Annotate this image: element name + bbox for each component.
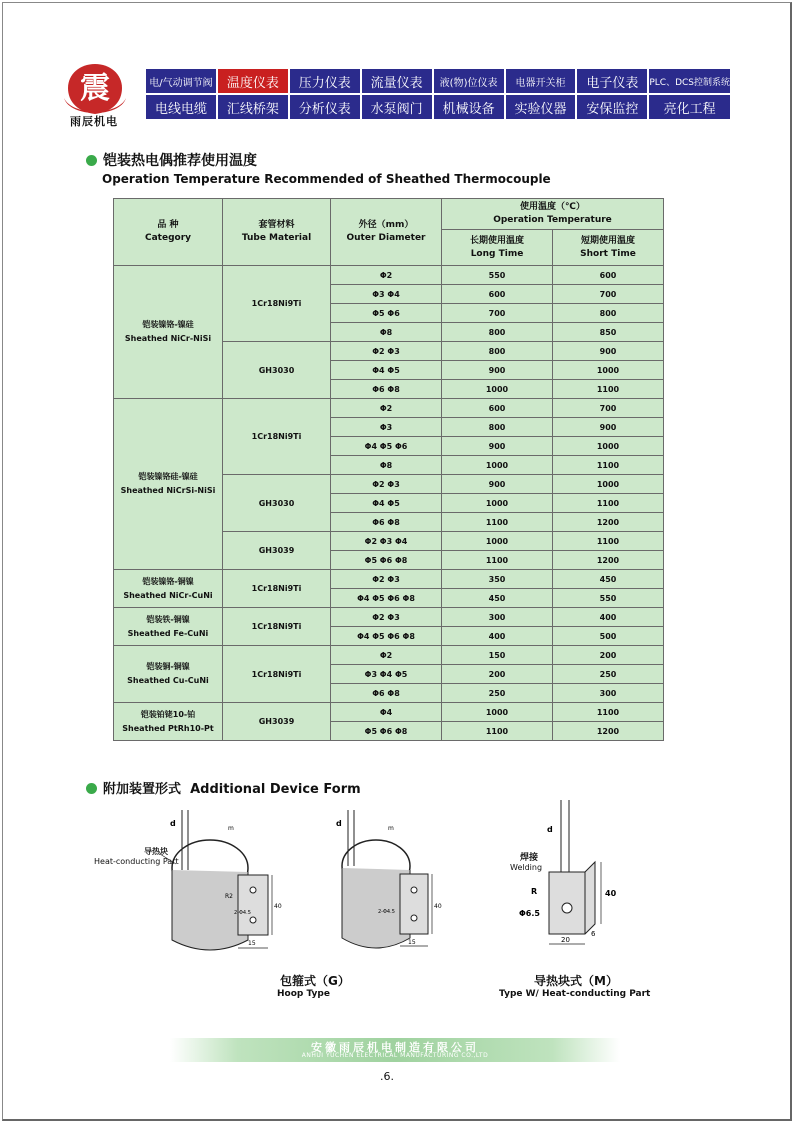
hoop-type-drawing: [110, 810, 290, 960]
short-cell: 1200: [553, 722, 664, 741]
section-title-cn: 铠装热电偶推荐使用温度: [86, 150, 257, 170]
short-cell: 1100: [553, 494, 664, 513]
heat-part-en: Heat-conducting Part: [94, 857, 179, 866]
header-od: 外径（mm） Outer Diameter: [331, 199, 442, 266]
nav-item[interactable]: 电线电缆: [146, 95, 216, 119]
short-cell: 1000: [553, 361, 664, 380]
short-cell: 1200: [553, 513, 664, 532]
od-cell: Φ8: [331, 323, 442, 342]
nav-item[interactable]: 流量仪表: [362, 69, 432, 93]
nav-item[interactable]: 液(物)位仪表: [434, 69, 504, 93]
bullet-icon: [86, 783, 97, 794]
short-cell: 700: [553, 399, 664, 418]
nav-item[interactable]: 水泵阀门: [362, 95, 432, 119]
od-cell: Φ2: [331, 399, 442, 418]
nav-item[interactable]: 亮化工程: [649, 95, 730, 119]
od-cell: Φ4 Φ5 Φ6 Φ8: [331, 589, 442, 608]
long-cell: 1000: [442, 494, 553, 513]
tube-cell: GH3030: [223, 475, 331, 532]
long-cell: 200: [442, 665, 553, 684]
od-cell: Φ8: [331, 456, 442, 475]
tube-cell: GH3039: [223, 703, 331, 741]
nav-item[interactable]: PLC、DCS控制系统: [649, 69, 730, 93]
header-temp: 使用温度（℃） Operation Temperature: [442, 199, 664, 230]
short-cell: 400: [553, 608, 664, 627]
long-cell: 1100: [442, 551, 553, 570]
od-cell: Φ2 Φ3: [331, 608, 442, 627]
dim-t-label: 6: [591, 930, 596, 938]
od-cell: Φ4 Φ5: [331, 494, 442, 513]
block-type-drawing: [505, 800, 645, 960]
dim-hole-label: Φ6.5: [519, 909, 540, 918]
nav-item[interactable]: 分析仪表: [290, 95, 360, 119]
long-cell: 1000: [442, 532, 553, 551]
category-cell: 铠装铁-铜镍 Sheathed Fe-CuNi: [114, 608, 223, 646]
short-cell: 550: [553, 589, 664, 608]
long-cell: 550: [442, 266, 553, 285]
od-cell: Φ5 Φ6 Φ8: [331, 551, 442, 570]
dim-w-label: 20: [561, 936, 570, 944]
long-cell: 400: [442, 627, 553, 646]
tube-cell: 1Cr18Ni9Ti: [223, 266, 331, 342]
header-category: 品 种 Category: [114, 199, 223, 266]
short-cell: 850: [553, 323, 664, 342]
short-cell: 1200: [553, 551, 664, 570]
company-name-cn: 安徽雨辰机电制造有限公司: [311, 1041, 479, 1054]
category-cell: 铠装铂铑10-铂 Sheathed PtRh10-Pt: [114, 703, 223, 741]
od-cell: Φ6 Φ8: [331, 380, 442, 399]
nav-item[interactable]: 机械设备: [434, 95, 504, 119]
dim-r-label: R: [531, 887, 538, 896]
od-cell: Φ2: [331, 266, 442, 285]
table-row: [114, 570, 664, 589]
long-cell: 1000: [442, 456, 553, 475]
dim-m-label: m: [388, 825, 394, 832]
long-cell: 1100: [442, 722, 553, 741]
bullet-icon: [86, 155, 97, 166]
tube-cell: 1Cr18Ni9Ti: [223, 608, 331, 646]
dim-h-label: 40: [434, 903, 442, 910]
od-cell: Φ3 Φ4 Φ5: [331, 665, 442, 684]
dim-hole-label: 2-Φ4.5: [234, 910, 251, 916]
table-row: [114, 703, 664, 722]
long-cell: 800: [442, 418, 553, 437]
short-cell: 1000: [553, 475, 664, 494]
hoop-caption-cn: 包箍式（G）: [280, 974, 350, 988]
heat-part-cn: 导热块: [144, 847, 168, 856]
nav-item[interactable]: 汇线桥架: [218, 95, 288, 119]
od-cell: Φ2 Φ3: [331, 570, 442, 589]
short-cell: 300: [553, 684, 664, 703]
short-cell: 800: [553, 304, 664, 323]
company-name-en: ANHUI YUCHEN ELECTRICAL MANUFACTURING CO.,LTD: [301, 1052, 489, 1059]
weld-en: Welding: [510, 863, 543, 872]
dim-d-label: d: [547, 825, 553, 834]
short-cell: 1100: [553, 456, 664, 475]
nav-item[interactable]: 电/气动调节阀: [146, 69, 216, 93]
table-row: [114, 399, 664, 418]
section2-title: 附加装置形式 Additional Device Form: [86, 778, 361, 797]
od-cell: Φ2 Φ3: [331, 475, 442, 494]
short-cell: 1100: [553, 380, 664, 399]
od-cell: Φ3 Φ4: [331, 285, 442, 304]
category-cell: 铠装铜-铜镍 Sheathed Cu-CuNi: [114, 646, 223, 703]
od-cell: Φ2 Φ3: [331, 342, 442, 361]
block-caption-en: Type W/ Heat-conducting Part: [499, 989, 651, 999]
od-cell: Φ4 Φ5 Φ6 Φ8: [331, 627, 442, 646]
brand-name: 雨辰机电: [70, 115, 118, 128]
od-cell: Φ3: [331, 418, 442, 437]
tube-cell: 1Cr18Ni9Ti: [223, 646, 331, 703]
dim-r-label: R2: [225, 893, 233, 900]
long-cell: 250: [442, 684, 553, 703]
long-cell: 800: [442, 323, 553, 342]
header-tube: 套管材料 Tube Material: [223, 199, 331, 266]
nav-item[interactable]: 电器开关柜: [506, 69, 576, 93]
nav-item[interactable]: 温度仪表: [218, 69, 288, 93]
tube-cell: GH3039: [223, 532, 331, 570]
hoop-caption-en: Hoop Type: [277, 989, 330, 999]
dim-h-label: 40: [605, 889, 617, 898]
short-cell: 450: [553, 570, 664, 589]
od-cell: Φ6 Φ8: [331, 684, 442, 703]
table-row: [114, 266, 664, 285]
od-cell: Φ2 Φ3 Φ4: [331, 532, 442, 551]
header-long: 长期使用温度 Long Time: [442, 230, 553, 266]
tube-cell: 1Cr18Ni9Ti: [223, 570, 331, 608]
dim-w-label: 15: [408, 939, 416, 946]
dim-d-label: d: [336, 819, 342, 828]
table-row: [114, 646, 664, 665]
od-cell: Φ5 Φ6: [331, 304, 442, 323]
page-number: .6.: [380, 1070, 394, 1083]
long-cell: 150: [442, 646, 553, 665]
dim-m-label: m: [228, 825, 234, 832]
od-cell: Φ5 Φ6 Φ8: [331, 722, 442, 741]
short-cell: 900: [553, 342, 664, 361]
short-cell: 1100: [553, 532, 664, 551]
dim-d-label: d: [170, 819, 176, 828]
long-cell: 1000: [442, 380, 553, 399]
long-cell: 900: [442, 437, 553, 456]
tube-cell: 1Cr18Ni9Ti: [223, 399, 331, 475]
short-cell: 250: [553, 665, 664, 684]
short-cell: 1000: [553, 437, 664, 456]
logo-char: 震: [80, 71, 110, 106]
nav-item[interactable]: 实验仪器: [506, 95, 576, 119]
section-title-en: Operation Temperature Recommended of Sheathed Thermocouple: [102, 172, 551, 186]
tube-cell: GH3030: [223, 342, 331, 399]
od-cell: Φ4 Φ5 Φ6: [331, 437, 442, 456]
long-cell: 350: [442, 570, 553, 589]
long-cell: 800: [442, 342, 553, 361]
weld-cn: 焊接: [520, 853, 539, 863]
long-cell: 600: [442, 285, 553, 304]
block-caption-cn: 导热块式（M）: [534, 974, 618, 988]
long-cell: 700: [442, 304, 553, 323]
short-cell: 200: [553, 646, 664, 665]
nav-item[interactable]: 安保监控: [577, 95, 647, 119]
category-cell: 铠装镍铬硅-镍硅 Sheathed NiCrSi-NiSi: [114, 399, 223, 570]
long-cell: 450: [442, 589, 553, 608]
od-cell: Φ4: [331, 703, 442, 722]
dim-hole-label: 2-Φ4.5: [378, 909, 395, 915]
header-short: 短期使用温度 Short Time: [553, 230, 664, 266]
short-cell: 900: [553, 418, 664, 437]
nav-item[interactable]: 压力仪表: [290, 69, 360, 93]
dim-w-label: 15: [248, 940, 256, 947]
long-cell: 1100: [442, 513, 553, 532]
od-cell: Φ6 Φ8: [331, 513, 442, 532]
od-cell: Φ2: [331, 646, 442, 665]
temperature-table: [113, 198, 664, 741]
short-cell: 500: [553, 627, 664, 646]
od-cell: Φ4 Φ5: [331, 361, 442, 380]
long-cell: 600: [442, 399, 553, 418]
category-nav: [146, 69, 730, 119]
long-cell: 1000: [442, 703, 553, 722]
category-cell: 铠装镍铬-铜镍 Sheathed NiCr-CuNi: [114, 570, 223, 608]
table-row: [114, 608, 664, 627]
category-cell: 铠装镍铬-镍硅 Sheathed NiCr-NiSi: [114, 266, 223, 399]
hoop-type-drawing-2: [328, 810, 448, 960]
nav-item[interactable]: 电子仪表: [577, 69, 647, 93]
long-cell: 900: [442, 361, 553, 380]
short-cell: 700: [553, 285, 664, 304]
short-cell: 1100: [553, 703, 664, 722]
short-cell: 600: [553, 266, 664, 285]
long-cell: 900: [442, 475, 553, 494]
long-cell: 300: [442, 608, 553, 627]
dim-h-label: 40: [274, 903, 282, 910]
